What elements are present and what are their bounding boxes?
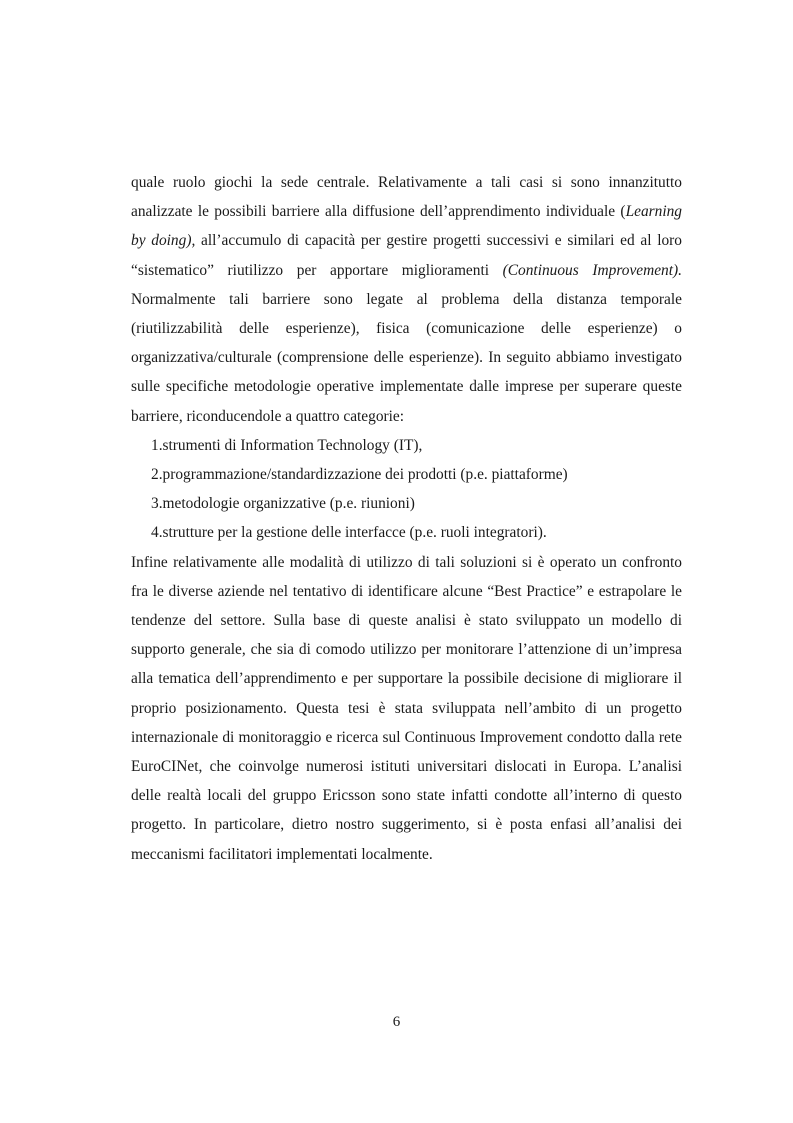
term-learning-by-doing: Learning by doing), — [131, 203, 682, 250]
term-continuous-improvement: (Continuous Improvement). — [502, 261, 682, 279]
paragraph-1-text-a: quale ruolo giochi la sede centrale. Relativamente a tali casi si sono innanzitutto analizzate le possibili barriere alla diffusione dell’apprendimento individuale ( — [131, 174, 682, 221]
categories-list — [131, 431, 682, 548]
page-number: 6 — [392, 1014, 401, 1030]
list-item: 2.programmazione/standardizzazione dei prodotti (p.e. piattaforme) — [151, 466, 568, 484]
paragraph-1 — [131, 168, 682, 431]
list-item: 3.metodologie organizzative (p.e. riunioni) — [151, 495, 415, 513]
paragraph-2: Infine relativamente alle modalità di utilizzo di tali soluzioni si è operato un confronto fra le diverse aziende nel tentativo di identificare alcune “Best Practice” e estrapolare le tendenze del settore. Sulla base di queste analisi è stato sviluppato un modello di supporto generale, che sia di comodo utilizzo per monitorare l’attenzione di un’impresa alla tematica dell’apprendimento e per supportare la possibile decisione di migliorare il proprio posizionamento. Questa tesi è stata sviluppata nell’ambito di un progetto internazionale di monitoraggio e ricerca sul Continuous Improvement condotto dalla rete EuroCINet, che coinvolge numerosi istituti universitari dislocati in Europa. L’analisi delle realtà locali del gruppo Ericsson sono state infatti condotte all’interno di questo progetto. In particolare, dietro nostro suggerimento, si è posta enfasi all’analisi dei meccanismi facilitatori implementati localmente. — [131, 553, 682, 863]
list-item: 4.strutture per la gestione delle interfacce (p.e. ruoli integratori). — [151, 524, 547, 542]
body-text — [131, 168, 682, 869]
list-item: 1.strumenti di Information Technology (IT), — [151, 436, 423, 454]
paragraph-1-text-b: all’accumulo di capacità per gestire progetti successivi e similari ed al loro “sistematico” riutilizzo per apportare miglioramenti — [131, 232, 683, 279]
paragraph-1-text-c: Normalmente tali barriere sono legate al problema della distanza temporale (riutilizzabilità delle esperienze), fisica (comunicazione delle esperienze) o organizzativa/culturale (comprensione delle esperienze). In seguito abbiamo investigato sulle specifiche metodologie operative implementate dalle imprese per superare queste barriere, riconducendole a quattro categorie: — [131, 290, 682, 425]
